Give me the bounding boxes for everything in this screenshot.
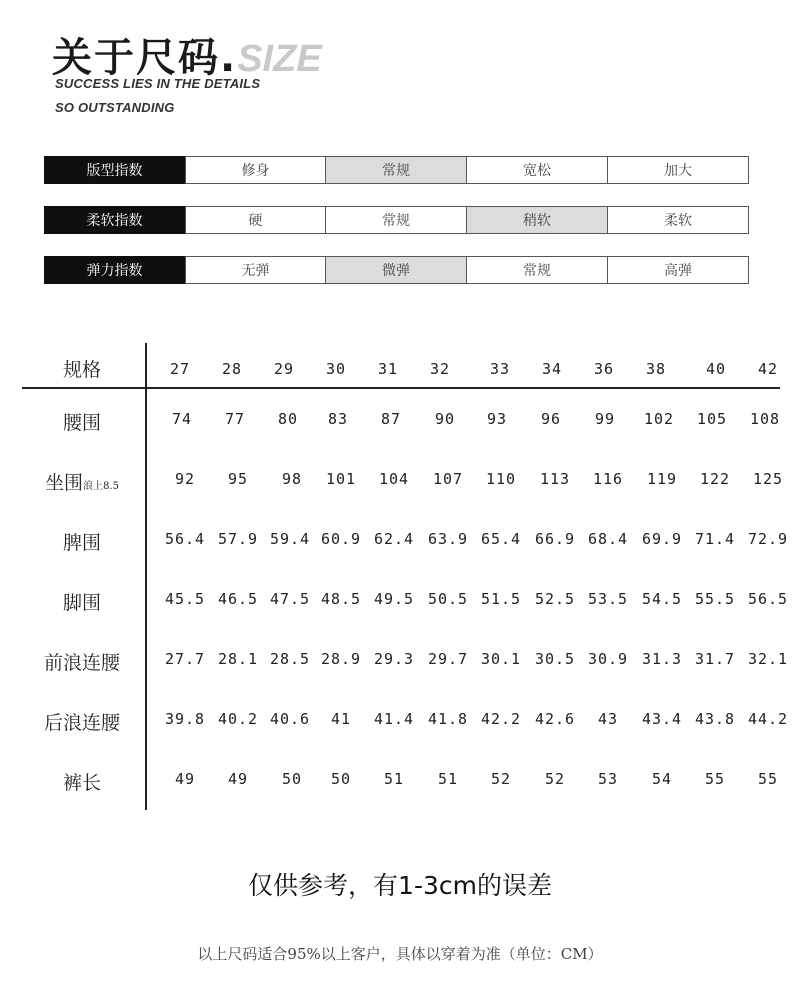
- cell-value: 52: [544, 770, 566, 788]
- cell-value: 125: [752, 470, 784, 488]
- cell-value: 50: [330, 770, 352, 788]
- size-header: 29: [273, 360, 295, 378]
- size-header: 36: [593, 360, 615, 378]
- cell-value: 71.4: [694, 530, 736, 548]
- cell-value: 43.4: [641, 710, 683, 728]
- subtitle-line-2: SO OUTSTANDING: [55, 100, 175, 115]
- cell-value: 50.5: [427, 590, 469, 608]
- cell-value: 53: [597, 770, 619, 788]
- row-label-waist: 腰围: [62, 412, 101, 434]
- cell-value: 110: [485, 470, 517, 488]
- cell-value: 72.9: [747, 530, 789, 548]
- cell-value: 51: [437, 770, 459, 788]
- cell-value: 56.4: [164, 530, 206, 548]
- cell-value: 60.9: [320, 530, 362, 548]
- cell-value: 42.6: [534, 710, 576, 728]
- cell-value: 53.5: [587, 590, 629, 608]
- fit-option-slim: 修身: [185, 156, 326, 184]
- cell-value: 43: [597, 710, 619, 728]
- row-label-hip: [22, 468, 142, 495]
- stretch-option-high: 高弹: [608, 256, 749, 284]
- cell-value: 80: [277, 410, 299, 428]
- footer-note: 以上尺码适合95%以上客户，具体以穿着为准（单位：CM）: [197, 945, 603, 963]
- cell-value: 28.9: [320, 650, 362, 668]
- stretch-option-none: 无弹: [185, 256, 326, 284]
- row-label-thigh: 脾围: [62, 532, 101, 554]
- cell-value: 68.4: [587, 530, 629, 548]
- cell-value: 62.4: [373, 530, 415, 548]
- fit-option-loose: 宽松: [467, 156, 608, 184]
- stretch-index-label: 弹力指数: [44, 256, 185, 284]
- cell-value: 101: [325, 470, 357, 488]
- fit-option-regular: 常规: [326, 156, 467, 184]
- cell-value: 57.9: [217, 530, 259, 548]
- cell-value: 51: [383, 770, 405, 788]
- cell-value: 77: [224, 410, 246, 428]
- cell-value: 30.5: [534, 650, 576, 668]
- cell-value: 49: [174, 770, 196, 788]
- cell-value: 44.2: [747, 710, 789, 728]
- row-label-length: 裤长: [62, 772, 101, 794]
- cell-value: 55: [704, 770, 726, 788]
- reference-note: 仅供参考，有1-3cm的误差: [248, 871, 552, 900]
- size-header: 28: [221, 360, 243, 378]
- cell-value: 40.6: [269, 710, 311, 728]
- cell-value: 98: [281, 470, 303, 488]
- cell-value: 105: [696, 410, 728, 428]
- stretch-option-slight: 微弹: [326, 256, 467, 284]
- cell-value: 27.7: [164, 650, 206, 668]
- cell-value: 95: [227, 470, 249, 488]
- cell-value: 108: [749, 410, 781, 428]
- size-header: 31: [377, 360, 399, 378]
- row-label-hip-note: 浪上8.5: [83, 481, 119, 492]
- cell-value: 63.9: [427, 530, 469, 548]
- cell-value: 122: [699, 470, 731, 488]
- cell-value: 119: [646, 470, 678, 488]
- page-title-cn: 关于尺码.: [52, 35, 238, 81]
- cell-value: 54.5: [641, 590, 683, 608]
- row-label-hip-text: 坐围: [45, 472, 84, 494]
- softness-option-slightly-soft: 稍软: [467, 206, 608, 234]
- cell-value: 93: [486, 410, 508, 428]
- cell-value: 39.8: [164, 710, 206, 728]
- cell-value: 28.5: [269, 650, 311, 668]
- cell-value: 30.1: [480, 650, 522, 668]
- cell-value: 54: [651, 770, 673, 788]
- cell-value: 40.2: [217, 710, 259, 728]
- cell-value: 32.1: [747, 650, 789, 668]
- table-header-label: 规格: [62, 359, 101, 381]
- subtitle-line-1: SUCCESS LIES IN THE DETAILS: [55, 76, 261, 91]
- cell-value: 96: [540, 410, 562, 428]
- cell-value: 74: [171, 410, 193, 428]
- cell-value: 55: [757, 770, 779, 788]
- cell-value: 41.4: [373, 710, 415, 728]
- cell-value: 47.5: [269, 590, 311, 608]
- row-label-front-rise: 前浪连腰: [43, 652, 120, 674]
- softness-option-hard: 硬: [185, 206, 326, 234]
- cell-value: 92: [174, 470, 196, 488]
- cell-value: 102: [643, 410, 675, 428]
- fit-index-label: 版型指数: [44, 156, 185, 184]
- cell-value: 41.8: [427, 710, 469, 728]
- size-header: 33: [489, 360, 511, 378]
- cell-value: 52: [490, 770, 512, 788]
- table-header-divider: [22, 387, 780, 389]
- cell-value: 52.5: [534, 590, 576, 608]
- cell-value: 87: [380, 410, 402, 428]
- cell-value: 49.5: [373, 590, 415, 608]
- table-vertical-divider: [145, 343, 147, 810]
- row-label-leg-opening: 脚围: [62, 592, 101, 614]
- size-header: 30: [325, 360, 347, 378]
- size-header: 32: [429, 360, 451, 378]
- cell-value: 41: [330, 710, 352, 728]
- cell-value: 31.3: [641, 650, 683, 668]
- cell-value: 51.5: [480, 590, 522, 608]
- cell-value: 99: [594, 410, 616, 428]
- size-header: 40: [705, 360, 727, 378]
- cell-value: 69.9: [641, 530, 683, 548]
- cell-value: 65.4: [480, 530, 522, 548]
- size-header: 34: [541, 360, 563, 378]
- softness-option-regular: 常规: [326, 206, 467, 234]
- cell-value: 55.5: [694, 590, 736, 608]
- cell-value: 49: [227, 770, 249, 788]
- cell-value: 43.8: [694, 710, 736, 728]
- cell-value: 66.9: [534, 530, 576, 548]
- size-header: 42: [757, 360, 779, 378]
- row-label-back-rise: 后浪连腰: [43, 712, 120, 734]
- cell-value: 28.1: [217, 650, 259, 668]
- cell-value: 31.7: [694, 650, 736, 668]
- cell-value: 59.4: [269, 530, 311, 548]
- cell-value: 107: [432, 470, 464, 488]
- cell-value: 42.2: [480, 710, 522, 728]
- cell-value: 29.3: [373, 650, 415, 668]
- cell-value: 113: [539, 470, 571, 488]
- cell-value: 48.5: [320, 590, 362, 608]
- softness-index-label: 柔软指数: [44, 206, 185, 234]
- cell-value: 83: [327, 410, 349, 428]
- cell-value: 56.5: [747, 590, 789, 608]
- cell-value: 29.7: [427, 650, 469, 668]
- cell-value: 30.9: [587, 650, 629, 668]
- cell-value: 45.5: [164, 590, 206, 608]
- cell-value: 116: [592, 470, 624, 488]
- page-title-en: SIZE: [237, 38, 322, 80]
- fit-option-plus: 加大: [608, 156, 749, 184]
- size-header: 38: [645, 360, 667, 378]
- stretch-option-regular: 常规: [467, 256, 608, 284]
- cell-value: 46.5: [217, 590, 259, 608]
- size-header: 27: [169, 360, 191, 378]
- cell-value: 104: [378, 470, 410, 488]
- cell-value: 50: [281, 770, 303, 788]
- cell-value: 90: [434, 410, 456, 428]
- softness-option-soft: 柔软: [608, 206, 749, 234]
